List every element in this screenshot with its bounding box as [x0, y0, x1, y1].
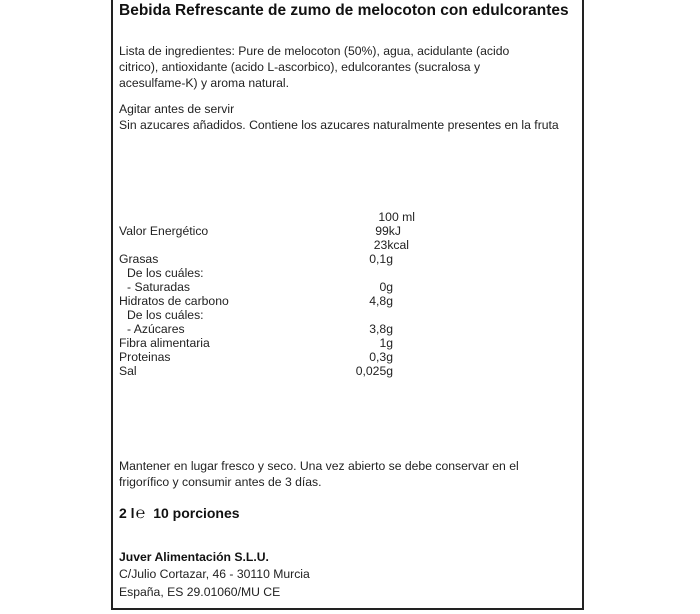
volume: 2 l — [119, 505, 135, 521]
nutrition-per: 100 ml — [378, 210, 415, 224]
quantity-line — [119, 505, 240, 523]
nutrient-name: Valor Energético — [119, 224, 209, 238]
nutrient-name: - Saturadas — [127, 280, 191, 294]
nutrient-value: 0,025g — [355, 364, 393, 378]
nutrient-value: 23kcal — [373, 238, 409, 252]
nutrient-name: Proteinas — [119, 350, 171, 364]
nutrient-name: De los cuáles: — [127, 266, 204, 280]
nutrient-name: Sal — [119, 364, 137, 378]
ingredients-line-3: acesulfame-K) y aroma natural. — [119, 76, 290, 90]
nutrient-value: 0,1g — [369, 252, 393, 266]
company-registry: España, ES 29.01060/MU CE — [119, 585, 281, 599]
shake-instruction: Agitar antes de servir — [119, 102, 235, 116]
nutrient-name: - Azúcares — [127, 322, 185, 336]
nutrient-value: 1g — [379, 336, 393, 350]
sugar-claim: Sin azucares añadidos. Contiene los azucares naturalmente presentes en la fruta — [119, 118, 559, 132]
ingredients-line-2: citrico), antioxidante (acido L-ascorbico), edulcorantes (sucralosa y — [119, 60, 481, 74]
company-address: C/Julio Cortazar, 46 - 30110 Murcia — [119, 567, 310, 581]
nutrient-name: De los cuáles: — [127, 308, 204, 322]
portions: 10 porciones — [153, 505, 240, 521]
estimated-sign-icon: ℮ — [135, 505, 146, 522]
nutrient-name: Fibra alimentaria — [119, 336, 210, 350]
nutrient-value: 3,8g — [369, 322, 393, 336]
nutrient-value: 0g — [379, 280, 393, 294]
nutrient-name: Grasas — [119, 252, 159, 266]
company-name: Juver Alimentación S.L.U. — [119, 550, 269, 564]
storage-line-2: frigorífico y consumir antes de 3 días. — [119, 475, 322, 489]
nutrient-value: 0,3g — [369, 350, 393, 364]
product-title: Bebida Refrescante de zumo de melocoton con edulcorantes — [119, 2, 569, 19]
storage-line-1: Mantener en lugar fresco y seco. Una vez abierto se debe conservar en el — [119, 459, 519, 473]
nutrient-value: 99kJ — [375, 224, 401, 238]
ingredients-line-1: Lista de ingredientes: Pure de melocoton (50%), agua, acidulante (acido — [119, 44, 510, 58]
nutrient-value: 4,8g — [369, 294, 393, 308]
nutrient-name: Hidratos de carbono — [119, 294, 229, 308]
